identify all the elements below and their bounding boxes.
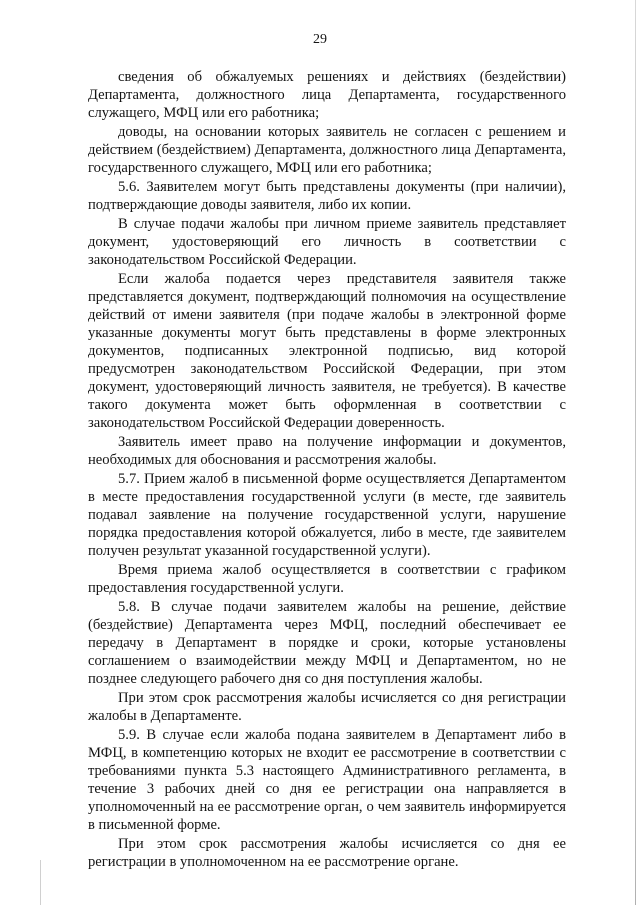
paragraph: Если жалоба подается через представителя заявителя также представляется документ, подтверждающий полномочия на осуществление действий от имени заявителя (при подаче жалобы в электронной форме указанные документы могут быть представлены в форме электронных документов, подписанных электронной подписью, вид которой предусмотрен законодательством Российской Федерации, при этом документ, удостоверяющий личность заявителя, не требуется). В качестве такого документа может быть оформленная в соответствии с законодательством Российской Федерации доверенность. (88, 271, 566, 431)
paragraph: 5.9. В случае если жалоба подана заявителем в Департамент либо в МФЦ, в компетенцию которых не входит ее рассмотрение в соответствии с требованиями пункта 5.3 настоящего Административного регламента, в течение 3 рабочих дней со дня ее регистрации она направляется в уполномоченный на ее рассмотрение орган, о чем заявитель информируется в письменной форме. (88, 727, 566, 833)
page-number: 29 (313, 32, 327, 47)
paragraph: Время приема жалоб осуществляется в соответствии с графиком предоставления государственной услуги. (88, 562, 566, 596)
paragraph: сведения об обжалуемых решениях и действиях (бездействии) Департамента, должностного лица Департамента, государственного служащего, МФЦ или его работника; (88, 69, 566, 121)
paragraph: 5.6. Заявителем могут быть представлены документы (при наличии), подтверждающие доводы заявителя, либо их копии. (88, 179, 566, 213)
paragraph: При этом срок рассмотрения жалобы исчисляется со дня ее регистрации в уполномоченном на ее рассмотрение органе. (88, 836, 566, 870)
paragraph: 5.7. Прием жалоб в письменной форме осуществляется Департаментом в месте предоставления государственной услуги (в месте, где заявитель подавал заявление на получение государственной услуги, нарушение порядка предоставления которой обжалуется, либо в месте, где заявителем получен результат указанной государственной услуги). (88, 471, 566, 559)
paragraph: 5.8. В случае подачи заявителем жалобы на решение, действие (бездействие) Департамента через МФЦ, последний обеспечивает ее передачу в Департамент в порядке и сроки, которые установлены соглашением о взаимодействии между МФЦ и Департаментом, но не позднее следующего рабочего дня со дня поступления жалобы. (88, 599, 566, 687)
paragraph: Заявитель имеет право на получение информации и документов, необходимых для обоснования и рассмотрения жалобы. (88, 434, 566, 468)
paragraph: При этом срок рассмотрения жалобы исчисляется со дня регистрации жалобы в Департаменте. (88, 690, 566, 724)
paragraph: доводы, на основании которых заявитель не согласен с решением и действием (бездействием) Департамента, должностного лица Департамента, государственного служащего, МФЦ или его работника; (88, 124, 566, 176)
scan-edge-mark (40, 860, 41, 905)
document-body (88, 68, 566, 872)
scan-edge-line (635, 0, 636, 905)
paragraph: В случае подачи жалобы при личном приеме заявитель представляет документ, удостоверяющий его личность в соответствии с законодательством Российской Федерации. (88, 216, 566, 268)
